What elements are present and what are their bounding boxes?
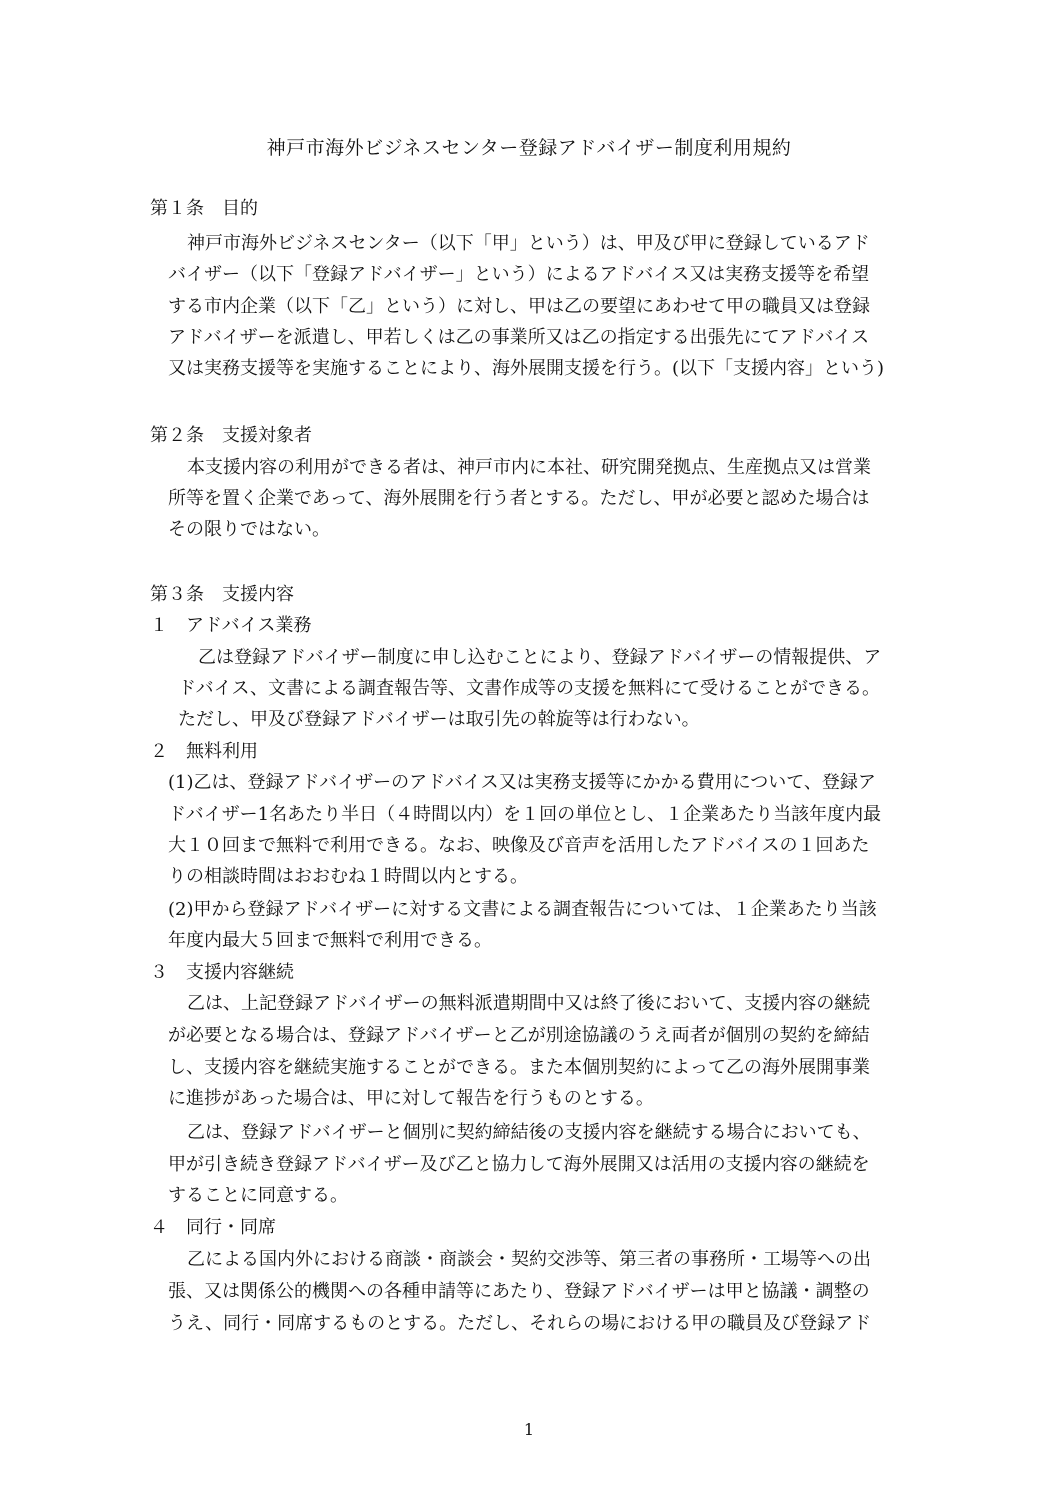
item3-line: が必要となる場合は、登録アドバイザーと乙が別途協議のうえ両者が個別の契約を締結 <box>168 1025 870 1046</box>
item4-heading: ４ 同行・同席 <box>150 1217 276 1238</box>
item4-line: 張、又は関係公的機関への各種申請等にあたり、登録アドバイザーは甲と協議・調整の <box>168 1281 870 1302</box>
item2-line: (2)甲から登録アドバイザーに対する文書による調査報告については、１企業あたり当該 <box>168 899 877 920</box>
article1-line: 神戸市海外ビジネスセンター（以下「甲」という）は、甲及び甲に登録しているアド <box>187 233 870 254</box>
article2-line: 本支援内容の利用ができる者は、神戸市内に本社、研究開発拠点、生産拠点又は営業 <box>187 457 871 478</box>
item4-line: 乙による国内外における商談・商談会・契約交渉等、第三者の事務所・工場等への出 <box>187 1249 871 1270</box>
page-number: 1 <box>523 1420 535 1439</box>
item1-line: 乙は登録アドバイザー制度に申し込むことにより、登録アドバイザーの情報提供、ア <box>198 647 882 668</box>
item4-line: うえ、同行・同席するものとする。ただし、それらの場における甲の職員及び登録アド <box>168 1313 872 1334</box>
item1-heading: １ アドバイス業務 <box>150 615 312 636</box>
item2-line: 年度内最大５回まで無料で利用できる。 <box>168 930 492 951</box>
document-title: 神戸市海外ビジネスセンター登録アドバイザー制度利用規約 <box>266 137 792 159</box>
item3-line: することに同意する。 <box>168 1185 348 1206</box>
item1-line: ドバイス、文書による調査報告等、文書作成等の支援を無料にて受けることができる。 <box>178 678 880 699</box>
item3-line: 乙は、登録アドバイザーと個別に契約締結後の支援内容を継続する場合においても、 <box>187 1122 871 1143</box>
item2-line: りの相談時間はおおむね１時間以内とする。 <box>168 866 528 887</box>
article2-heading: 第２条 支援対象者 <box>150 425 312 446</box>
article2-line: 所等を置く企業であって、海外展開を行う者とする。ただし、甲が必要と認めた場合は <box>168 488 870 509</box>
item2-heading: ２ 無料利用 <box>150 741 258 762</box>
article1-line: バイザー（以下「登録アドバイザー」という）によるアドバイス又は実務支援等を希望 <box>168 264 870 285</box>
article1-line: 又は実務支援等を実施することにより、海外展開支援を行う。(以下「支援内容」という) <box>168 358 885 379</box>
article3-heading: 第３条 支援内容 <box>150 584 294 605</box>
item3-line: 甲が引き続き登録アドバイザー及び乙と協力して海外展開又は活用の支援内容の継続を <box>168 1154 870 1175</box>
article1-line: アドバイザーを派遣し、甲若しくは乙の事業所又は乙の指定する出張先にてアドバイス <box>168 327 870 348</box>
item2-line: 大１０回まで無料で利用できる。なお、映像及び音声を活用したアドバイスの１回あた <box>168 835 870 856</box>
item2-line: ドバイザー1名あたり半日（４時間以内）を１回の単位とし、１企業あたり当該年度内最 <box>168 804 882 825</box>
item3-line: し、支援内容を継続実施することができる。また本個別契約によって乙の海外展開事業 <box>168 1057 870 1078</box>
item2-line: (1)乙は、登録アドバイザーのアドバイス又は実務支援等にかかる費用について、登録ア <box>168 772 876 793</box>
item3-line: に進捗があった場合は、甲に対して報告を行うものとする。 <box>168 1088 654 1109</box>
item3-heading: ３ 支援内容継続 <box>150 962 294 983</box>
article2-line: その限りではない。 <box>168 519 330 540</box>
article1-heading: 第１条 目的 <box>150 198 258 219</box>
item3-line: 乙は、上記登録アドバイザーの無料派遣期間中又は終了後において、支援内容の継続 <box>187 993 871 1014</box>
article1-line: する市内企業（以下「乙」という）に対し、甲は乙の要望にあわせて甲の職員又は登録 <box>168 296 870 317</box>
item1-line: ただし、甲及び登録アドバイザーは取引先の斡旋等は行わない。 <box>178 709 700 730</box>
